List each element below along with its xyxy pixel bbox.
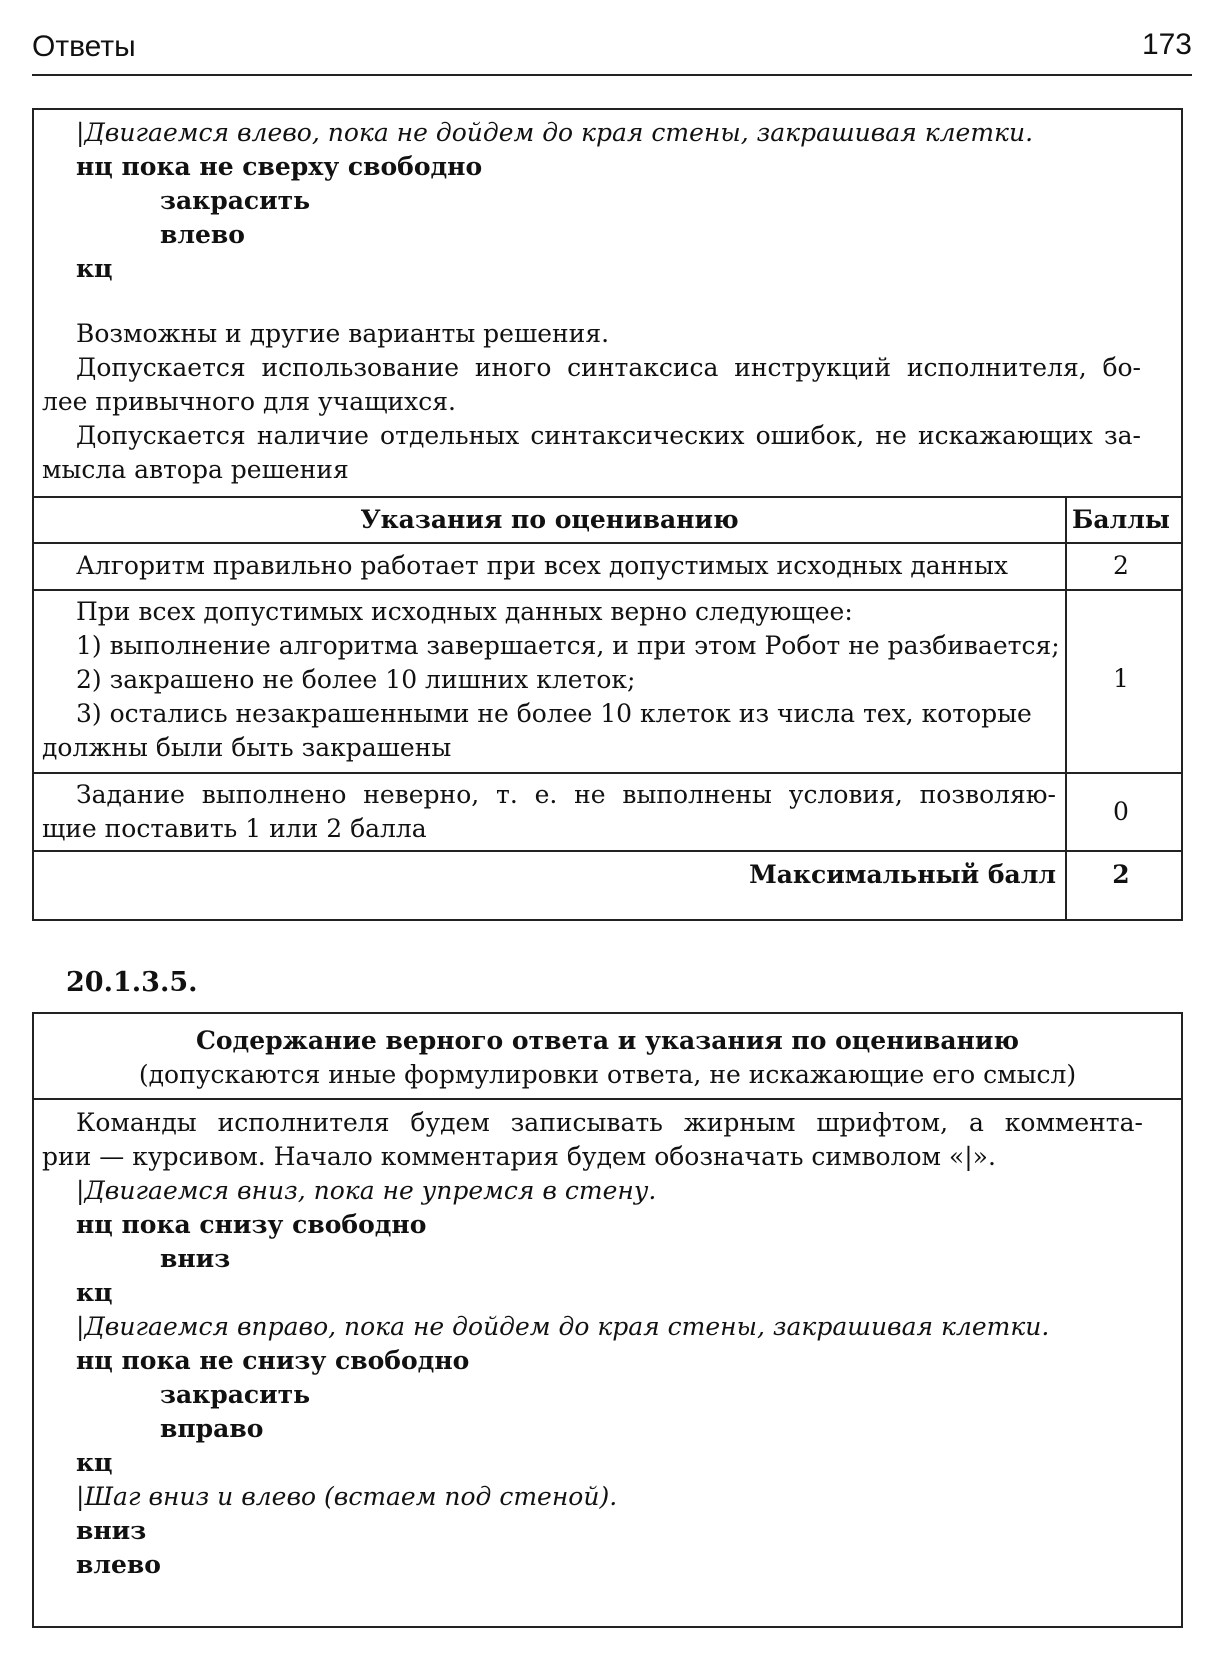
page-header bbox=[32, 24, 1192, 76]
table-divider bbox=[34, 589, 1181, 591]
criteria-row-2-line: При всех допустимых исходных данных верно следующее: bbox=[76, 597, 853, 626]
box-heading: Содержание верного ответа и указания по оцениванию bbox=[195, 1026, 1020, 1055]
code-line: нц пока снизу свободно bbox=[76, 1210, 427, 1239]
code-line: нц пока не сверху свободно bbox=[76, 152, 483, 181]
table-header-criteria: Указания по оцениванию bbox=[360, 505, 739, 534]
max-score-label: Максимальный балл bbox=[749, 860, 1056, 889]
box-subheading: (допускаются иные формулировки ответа, не искажающие его смысл) bbox=[138, 1060, 1077, 1089]
score-row-1: 2 bbox=[1113, 551, 1129, 580]
code-line: закрасить bbox=[160, 1380, 311, 1409]
code-line: влево bbox=[76, 1550, 161, 1579]
criteria-row-3-line: щие поставить 1 или 2 балла bbox=[42, 814, 427, 843]
criteria-row-2-line: 3) остались незакрашенными не более 10 клеток из числа тех, которые bbox=[76, 699, 1032, 728]
code-line: кц bbox=[76, 1278, 113, 1307]
note-line: Допускается наличие отдельных синтаксических ошибок, не искажающих за- bbox=[76, 421, 1141, 450]
max-score-value: 2 bbox=[1112, 860, 1130, 889]
score-row-2: 1 bbox=[1113, 664, 1129, 693]
table-divider bbox=[34, 542, 1181, 544]
page-number: 173 bbox=[1141, 28, 1192, 61]
note-line: лее привычного для учащихся. bbox=[42, 387, 456, 416]
code-line: кц bbox=[76, 1448, 113, 1477]
criteria-row-2-line: должны были быть закрашены bbox=[42, 733, 452, 762]
table-header-score: Баллы bbox=[1072, 505, 1170, 534]
code-line: нц пока не снизу свободно bbox=[76, 1346, 470, 1375]
task-number: 20.1.3.5. bbox=[66, 967, 198, 998]
answer-box-continued bbox=[32, 108, 1183, 921]
table-divider bbox=[34, 772, 1181, 774]
intro-line: Команды исполнителя будем записывать жирным шрифтом, а коммента- bbox=[76, 1108, 1143, 1137]
code-line: вправо bbox=[160, 1414, 264, 1443]
criteria-row-2-line: 2) закрашено не более 10 лишних клеток; bbox=[76, 665, 636, 694]
answer-box bbox=[32, 1012, 1183, 1628]
heading-divider bbox=[34, 1098, 1181, 1100]
code-line: влево bbox=[160, 220, 245, 249]
code-line: закрасить bbox=[160, 186, 311, 215]
criteria-row-2-line: 1) выполнение алгоритма завершается, и при этом Робот не разбивается; bbox=[76, 631, 1060, 660]
code-comment: |Шаг вниз и влево (встаем под стеной). bbox=[76, 1482, 618, 1511]
section-title: Ответы bbox=[32, 30, 136, 63]
code-line: кц bbox=[76, 254, 113, 283]
note-line: Возможны и другие варианты решения. bbox=[76, 319, 610, 348]
note-line: мысла автора решения bbox=[42, 455, 349, 484]
table-divider bbox=[34, 850, 1181, 852]
note-line: Допускается использование иного синтаксиса инструкций исполнителя, бо- bbox=[76, 353, 1141, 382]
table-divider bbox=[34, 496, 1181, 498]
criteria-row-3-line: Задание выполнено неверно, т. е. не выполнены условия, позволяю- bbox=[76, 780, 1056, 809]
criteria-row-1: Алгоритм правильно работает при всех допустимых исходных данных bbox=[76, 551, 1008, 580]
code-line: вниз bbox=[160, 1244, 231, 1273]
code-comment: |Двигаемся вправо, пока не дойдем до края стены, закрашивая клетки. bbox=[76, 1312, 1050, 1341]
score-row-3: 0 bbox=[1113, 797, 1129, 826]
code-line: вниз bbox=[76, 1516, 147, 1545]
code-comment: |Двигаемся влево, пока не дойдем до края стены, закрашивая клетки. bbox=[76, 118, 1034, 147]
intro-line: рии — курсивом. Начало комментария будем обозначать символом «|». bbox=[42, 1142, 996, 1171]
code-comment: |Двигаемся вниз, пока не упремся в стену. bbox=[76, 1176, 657, 1205]
